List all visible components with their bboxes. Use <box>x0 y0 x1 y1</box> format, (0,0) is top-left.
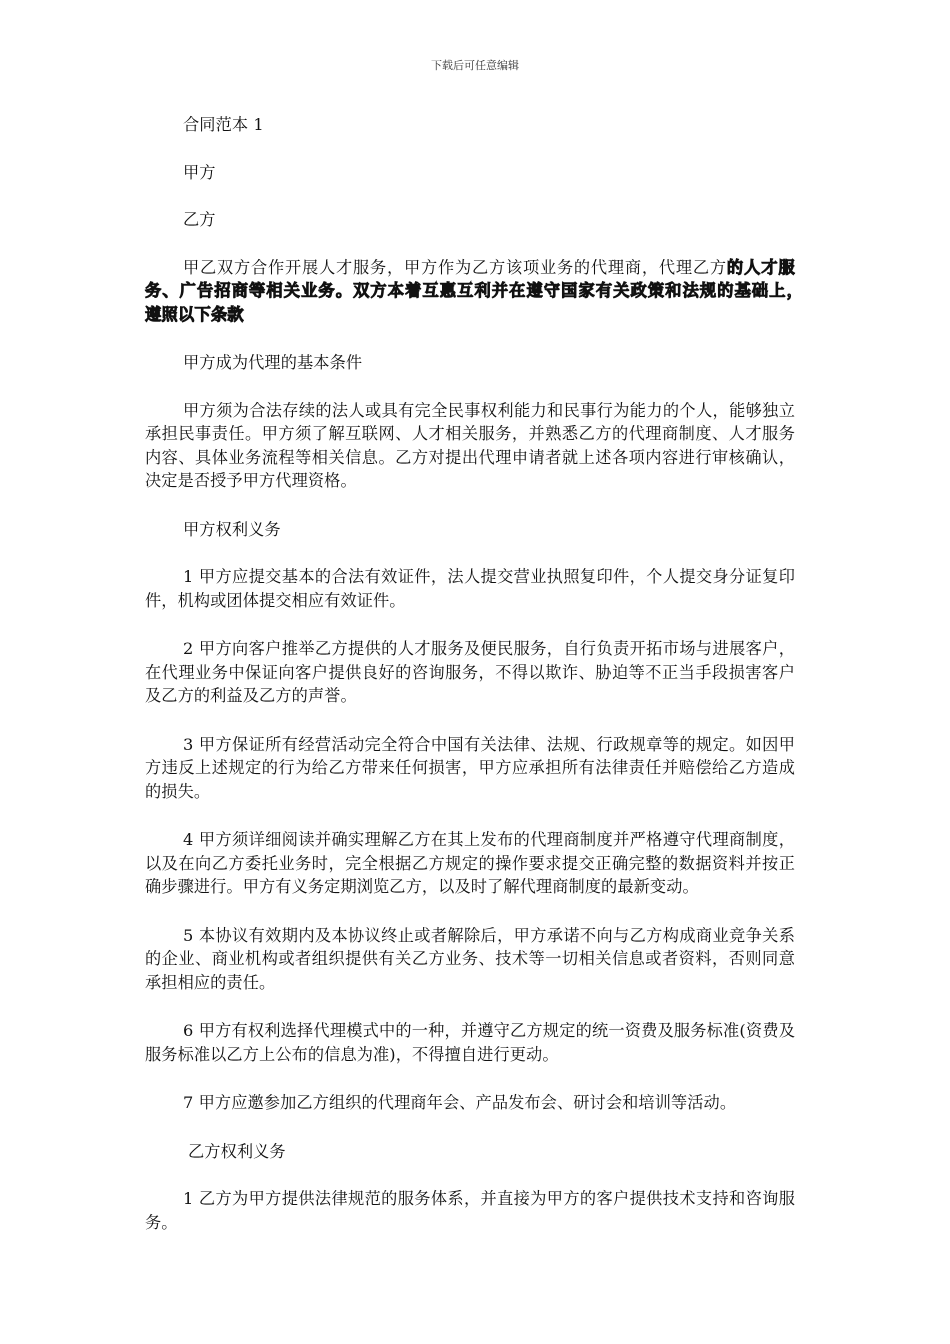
intro-paragraph <box>145 256 812 327</box>
contract-document <box>145 113 812 1259</box>
party-b-clause-1: 1 乙方为甲方提供法律规范的服务体系，并直接为甲方的客户提供技术支持和咨询服务。 <box>145 1189 795 1232</box>
download-note: 下载后可任意编辑 <box>431 59 519 72</box>
basic-conditions-paragraph: 甲方须为合法存续的法人或具有完全民事权利能力和民事行为能力的个人，能够独立承担民事责任。甲方须了解互联网、人才相关服务，并熟悉乙方的代理商制度、人才服务内容、具体业务流程等相关信息。乙方对提出代理申请者就上述各项内容进行审核确认，决定是否授予甲方代理资格。 <box>145 400 795 490</box>
party-a-label: 甲方 <box>183 162 216 182</box>
section-heading-basic-conditions: 甲方成为代理的基本条件 <box>183 353 363 372</box>
document-title: 合同范本 1 <box>183 115 264 134</box>
intro-text: 甲乙双方合作开展人才服务，甲方作为乙方该项业务的代理商，代理乙方 <box>183 257 727 277</box>
party-a-clause-5: 5 本协议有效期内及本协议终止或者解除后，甲方承诺不向与乙方构成商业竞争关系的企业、商业机构或者组织提供有关乙方业务、技术等一切相关信息或者资料，否则同意承担相应的责任。 <box>145 925 795 992</box>
party-a-clause-7: 7 甲方应邀参加乙方组织的代理商年会、产品发布会、研讨会和培训等活动。 <box>183 1093 737 1112</box>
section-heading-party-a-rights: 甲方权利义务 <box>183 519 281 539</box>
intro-outlined-text: 的人才服务、广告招商等相关业务。双方本着互惠互利并在遵守国家有关政策和法规的基础上， 遵照以下条款 <box>145 257 812 324</box>
party-a-clause-1: 1 甲方应提交基本的合法有效证件，法人提交营业执照复印件，个人提交身分证复印件，机构或团体提交相应有效证件。 <box>145 567 795 610</box>
section-heading-party-b-rights: 乙方权利义务 <box>188 1141 286 1161</box>
party-a-clause-6: 6 甲方有权利选择代理模式中的一种，并遵守乙方规定的统一资费及服务标准(资费及服务标准以乙方上公布的信息为准)，不得擅自进行更动。 <box>145 1021 795 1064</box>
party-a-clause-4: 4 甲方须详细阅读并确实理解乙方在其上发布的代理商制度并严格遵守代理商制度，以及在向乙方委托业务时，完全根据乙方规定的操作要求提交正确完整的数据资料并按正确步骤进行。甲方有义务定期浏览乙方，以及时了解代理商制度的最新变动。 <box>145 830 795 896</box>
party-b-label: 乙方 <box>183 210 216 229</box>
party-a-clause-3: 3 甲方保证所有经营活动完全符合中国有关法律、法规、行政规章等的规定。如因甲方违反上述规定的行为给乙方带来任何损害，甲方应承担所有法律责任并赔偿给乙方造成的损失。 <box>145 734 795 801</box>
party-a-clause-2: 2 甲方向客户推举乙方提供的人才服务及便民服务，自行负责开拓市场与进展客户，在代理业务中保证向客户提供良好的咨询服务，不得以欺诈、胁迫等不正当手段损害客户及乙方的利益及乙方的声誉。 <box>145 639 795 705</box>
